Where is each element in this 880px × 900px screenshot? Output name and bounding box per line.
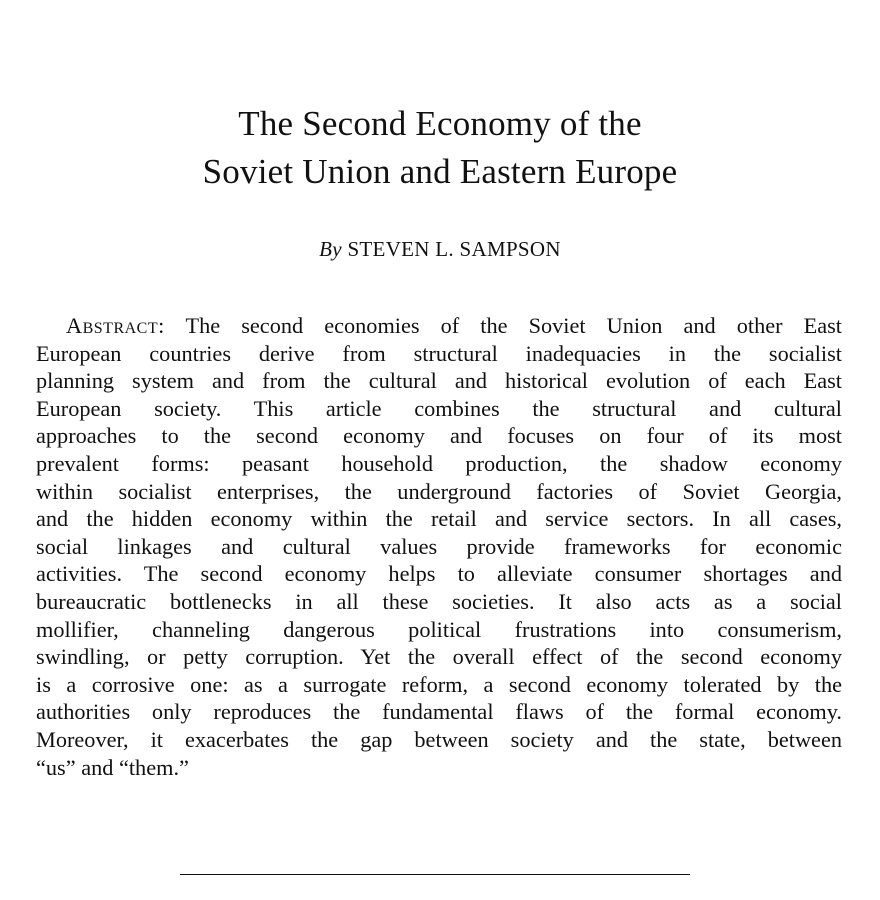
abstract-line: planning system and from the cultural and historical evolution of each East <box>36 368 842 394</box>
abstract-label: Abstract: <box>66 313 165 338</box>
byline <box>0 234 880 264</box>
abstract-line: swindling, or petty corruption. Yet the overall effect of the second economy <box>36 644 842 670</box>
abstract-line: bureaucratic bottlenecks in all these societies. It also acts as a social <box>36 588 842 614</box>
title-line-1: The Second Economy of the <box>238 104 642 143</box>
abstract-line: mollifier, channeling dangerous political frustrations into consumerism, <box>36 616 842 642</box>
abstract-line: social linkages and cultural values provide frameworks for economic <box>36 533 842 559</box>
abstract-line: Moreover, it exacerbates the gap between society and the state, between <box>36 726 842 752</box>
byline-prefix: By <box>319 237 342 261</box>
abstract-line: and the hidden economy within the retail and service sectors. In all cases, <box>36 506 842 532</box>
abstract <box>36 312 842 781</box>
abstract-line <box>36 312 842 340</box>
abstract-line: within socialist enterprises, the underground factories of Soviet Georgia, <box>36 478 842 504</box>
article-title <box>0 100 880 196</box>
abstract-line: prevalent forms: peasant household production, the shadow economy <box>36 450 842 476</box>
abstract-line: approaches to the second economy and focuses on four of its most <box>36 423 842 449</box>
abstract-line: “us” and “them.” <box>36 754 189 780</box>
abstract-line: authorities only reproduces the fundamental flaws of the formal economy. <box>36 699 842 725</box>
abstract-line: European countries derive from structural inadequacies in the socialist <box>36 340 842 366</box>
abstract-line: European society. This article combines the structural and cultural <box>36 395 842 421</box>
abstract-line: is a corrosive one: as a surrogate reform, a second economy tolerated by the <box>36 671 842 697</box>
abstract-line: activities. The second economy helps to alleviate consumer shortages and <box>36 561 842 587</box>
abstract-line-text: The second economies of the Soviet Union and other East <box>185 313 843 338</box>
title-line-2: Soviet Union and Eastern Europe <box>202 152 678 191</box>
section-divider <box>180 874 690 875</box>
author-name: STEVEN L. SAMPSON <box>347 237 561 261</box>
